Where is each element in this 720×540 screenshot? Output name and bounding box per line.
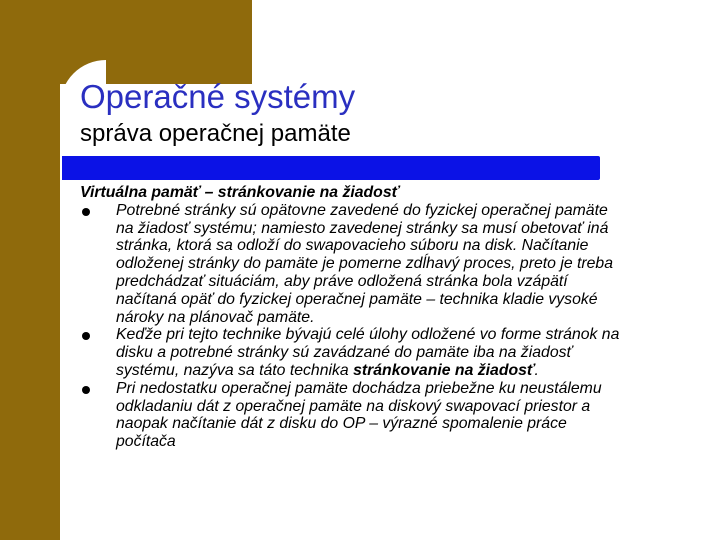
decorative-top-band (0, 0, 252, 84)
slide-content (80, 184, 625, 451)
content-heading: Virtuálna pamäť – stránkovanie na žiadosť (80, 184, 400, 201)
bullet-text: Pri nedostatku operačnej pamäte dochádza priebežne ku neustálemu odkladaniu dát z operačnej pamäte na diskový swapovací priestor a naopak načítanie dát z disku do OP – výrazné spomalenie práce počítača (116, 379, 602, 451)
bullet-text-end: . (534, 361, 539, 379)
bullet-icon (82, 208, 90, 216)
bullet-item (80, 326, 625, 379)
bullet-icon (82, 332, 90, 340)
bullet-item (80, 202, 625, 327)
bullet-bold-term: stránkovanie na žiadosť (353, 361, 535, 379)
bullet-item (80, 380, 625, 451)
bullet-icon (82, 386, 90, 394)
slide-subtitle: správa operačnej pamäte (80, 120, 351, 147)
decorative-blue-bar (62, 156, 600, 180)
slide-title: Operačné systémy (80, 78, 356, 115)
bullet-text: Keďže pri tejto technike bývajú celé úlohy odložené vo forme stránok na disku a potrebné stránky sú zavádzané do pamäte iba na žiadosť systému, nazýva sa táto technika (116, 326, 620, 379)
bullet-text: Potrebné stránky sú opätovne zavedené do fyzickej operačnej pamäte na žiadosť systému; namiesto zavedenej stránky sa musí obetovať iná stránka, ktorá sa odloží do swapovacieho súboru na disk. Načítanie odloženej stránky do pamäte je pomerne zdĺhavý proces, preto je treba predchádzať situáciám, aby práve odložená stránka bola vzápätí načítaná opäť do fyzickej operačnej pamäte – technika kladie vysoké nároky na plánovač pamäte. (116, 201, 614, 326)
